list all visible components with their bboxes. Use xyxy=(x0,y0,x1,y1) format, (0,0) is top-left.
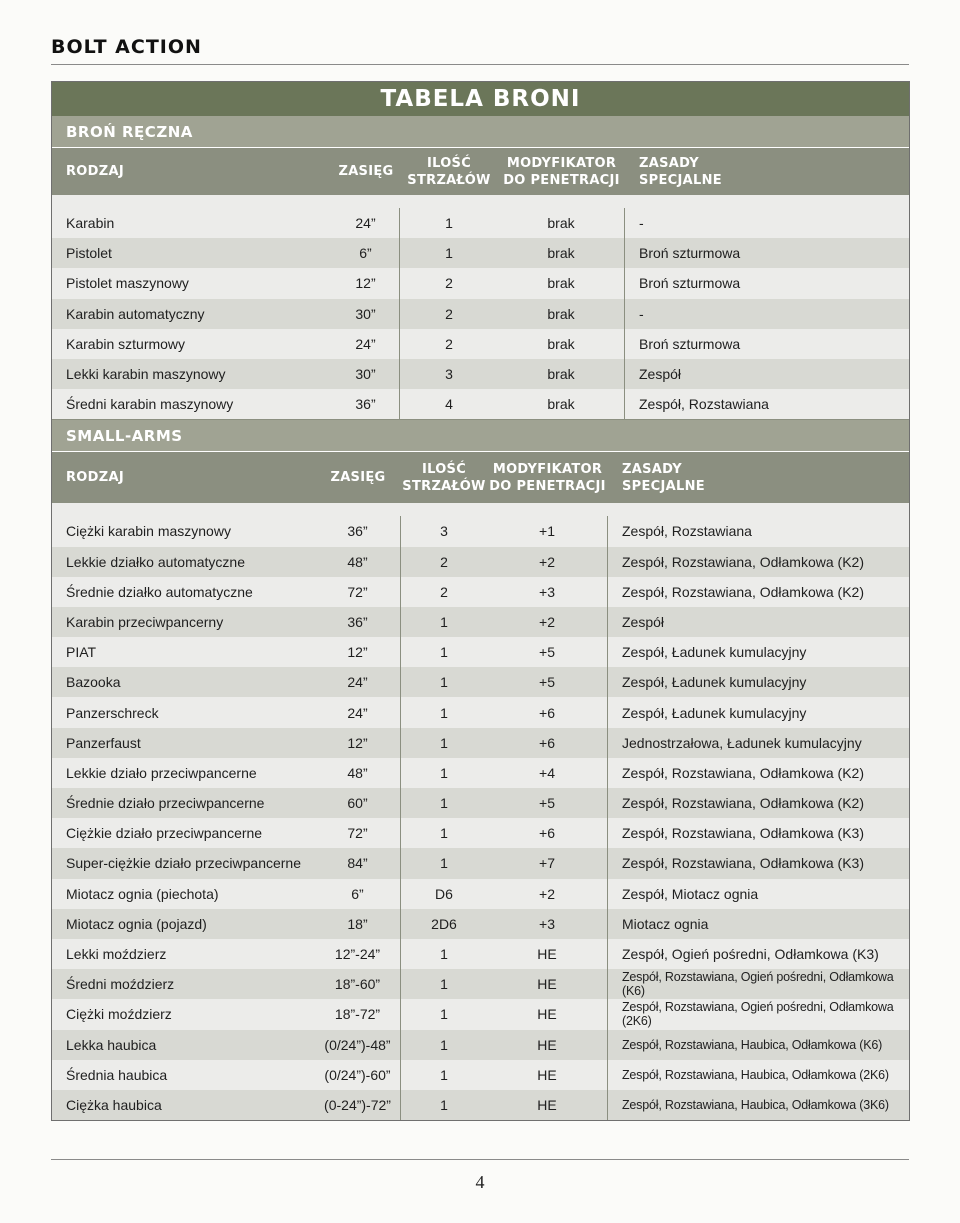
shots-cell: 2 xyxy=(445,275,453,292)
penetration-cell: +6 xyxy=(487,697,608,727)
special-rules-cell: Zespół, Rozstawiana, Odłamkowa (K3) xyxy=(622,825,864,842)
table-row xyxy=(52,299,909,329)
range-cell: (0/24”)-60” xyxy=(315,1060,401,1090)
penetration-cell: HE xyxy=(487,1090,608,1120)
penetration-cell: HE xyxy=(487,969,608,999)
table-row xyxy=(52,939,909,969)
special-rules-cell: Zespół, Ładunek kumulacyjny xyxy=(622,674,807,691)
penetration-cell: +4 xyxy=(487,758,608,788)
shots-cell: 1 xyxy=(445,245,453,262)
table-title: TABELA BRONI xyxy=(52,82,909,116)
shots-cell: 1 xyxy=(440,734,448,751)
shots-cell: 1 xyxy=(440,795,448,812)
table-row xyxy=(52,1060,909,1090)
penetration-cell: +1 xyxy=(487,516,608,546)
weapon-type-cell: Ciężkie działo przeciwpancerne xyxy=(66,825,263,842)
range-cell: 60” xyxy=(315,788,401,818)
range-cell: 72” xyxy=(315,818,401,848)
range-cell: 36” xyxy=(332,389,400,419)
shots-cell: 1 xyxy=(440,946,448,963)
weapon-type-cell: Panzerschreck xyxy=(66,704,159,721)
range-cell: 12”-24” xyxy=(315,939,401,969)
col-pen-header xyxy=(498,148,625,195)
brand-title: BOLT ACTION xyxy=(51,36,202,58)
range-cell: 12” xyxy=(315,728,401,758)
table-row xyxy=(52,667,909,697)
shots-cell: 2 xyxy=(440,553,448,570)
weapon-type-cell: Ciężka haubica xyxy=(66,1096,162,1113)
shots-cell: 1 xyxy=(440,1006,448,1023)
range-cell: 84” xyxy=(315,848,401,878)
table-row xyxy=(52,728,909,758)
range-cell: 12” xyxy=(315,637,401,667)
shots-cell: 3 xyxy=(445,366,453,383)
col-type-header: RODZAJ xyxy=(66,164,124,179)
special-rules-cell: Zespół, Miotacz ognia xyxy=(622,885,759,902)
table-row xyxy=(52,758,909,788)
penetration-cell: brak xyxy=(498,268,625,298)
weapon-type-cell: PIAT xyxy=(66,644,97,661)
table-row xyxy=(52,268,909,298)
shots-cell: 3 xyxy=(440,523,448,540)
table-row xyxy=(52,208,909,238)
special-rules-cell: Zespół, Rozstawiana, Odłamkowa (K2) xyxy=(622,764,864,781)
weapon-type-cell: Lekkie działo przeciwpancerne xyxy=(66,764,257,781)
penetration-cell: brak xyxy=(498,299,625,329)
col-range-header: ZASIĘG xyxy=(330,470,386,486)
range-cell: (0/24”)-48” xyxy=(315,1030,401,1060)
weapon-type-cell: Panzerfaust xyxy=(66,734,141,751)
range-cell: 6” xyxy=(315,879,401,909)
weapons-table xyxy=(51,81,910,1121)
table-row xyxy=(52,637,909,667)
range-cell: 24” xyxy=(315,697,401,727)
weapon-type-cell: Miotacz ognia (piechota) xyxy=(66,885,219,902)
shots-cell: 1 xyxy=(440,674,448,691)
range-cell: 24” xyxy=(315,667,401,697)
section1-title: BROŃ RĘCZNA xyxy=(52,116,909,147)
table-row xyxy=(52,607,909,637)
range-cell: 48” xyxy=(315,758,401,788)
special-rules-cell: Broń szturmowa xyxy=(639,335,741,352)
special-rules-cell: Zespół xyxy=(639,366,682,383)
special-rules-cell: Broń szturmowa xyxy=(639,245,741,262)
weapon-type-cell: Lekka haubica xyxy=(66,1036,157,1053)
penetration-cell: HE xyxy=(487,1060,608,1090)
special-rules-cell: Zespół, Rozstawiana, Odłamkowa (K2) xyxy=(622,795,864,812)
shots-cell: 2 xyxy=(445,305,453,322)
col-pen-header-line1: MODYFIKATOR xyxy=(492,461,603,477)
penetration-cell: +5 xyxy=(487,637,608,667)
shots-cell: 2 xyxy=(440,583,448,600)
col-rules-header xyxy=(625,148,909,195)
table-row xyxy=(52,547,909,577)
special-rules-cell: - xyxy=(639,215,644,232)
section2-title: SMALL-ARMS xyxy=(52,419,909,451)
table-row xyxy=(52,516,909,546)
bottom-divider xyxy=(51,1159,909,1160)
shots-cell: 1 xyxy=(440,1036,448,1053)
special-rules-cell: Zespół, Rozstawiana xyxy=(622,523,752,540)
penetration-cell: +6 xyxy=(487,818,608,848)
special-rules-cell: Zespół xyxy=(622,613,665,630)
col-rules-header-line1: ZASADY xyxy=(622,461,682,477)
weapon-type-cell: Średnia haubica xyxy=(66,1066,168,1083)
col-pen-header-line1: MODYFIKATOR xyxy=(506,155,617,171)
table-row xyxy=(52,359,909,389)
special-rules-cell: Jednostrzałowa, Ładunek kumulacyjny xyxy=(622,734,862,751)
col-rules-header-line2: SPECJALNE xyxy=(639,172,722,188)
shots-cell: 1 xyxy=(440,1066,448,1083)
shots-cell: 1 xyxy=(440,644,448,661)
special-rules-cell: - xyxy=(639,305,644,322)
shots-cell: 4 xyxy=(445,396,453,413)
section1-body xyxy=(52,208,909,419)
table-row xyxy=(52,909,909,939)
col-pen-header xyxy=(487,452,608,503)
col-rules-header-line1: ZASADY xyxy=(639,155,699,171)
penetration-cell: brak xyxy=(498,389,625,419)
special-rules-cell: Broń szturmowa xyxy=(639,275,741,292)
range-cell: 30” xyxy=(332,359,400,389)
section1-spacer xyxy=(52,195,909,208)
range-cell: 24” xyxy=(332,208,400,238)
shots-cell: 1 xyxy=(440,1096,448,1113)
table-row xyxy=(52,697,909,727)
range-cell: 36” xyxy=(315,516,401,546)
section2-spacer xyxy=(52,503,909,516)
weapon-type-cell: Ciężki karabin maszynowy xyxy=(66,523,231,540)
shots-cell: D6 xyxy=(435,885,453,902)
weapon-type-cell: Pistolet xyxy=(66,245,112,262)
penetration-cell: +5 xyxy=(487,788,608,818)
shots-cell: 1 xyxy=(440,825,448,842)
special-rules-cell: Zespół, Rozstawiana, Ogień pośredni, Odłamkowa (2K6) xyxy=(622,1000,894,1029)
penetration-cell: +6 xyxy=(487,728,608,758)
weapon-type-cell: Lekkie działko automatyczne xyxy=(66,553,245,570)
col-pen-header-line2: DO PENETRACJI xyxy=(489,478,606,494)
table-row xyxy=(52,1090,909,1120)
table-row xyxy=(52,329,909,359)
weapon-type-cell: Bazooka xyxy=(66,674,121,691)
penetration-cell: brak xyxy=(498,238,625,268)
table-row xyxy=(52,879,909,909)
special-rules-cell: Miotacz ognia xyxy=(622,915,709,932)
special-rules-cell: Zespół, Rozstawiana, Odłamkowa (K3) xyxy=(622,855,864,872)
shots-cell: 1 xyxy=(440,704,448,721)
shots-cell: 1 xyxy=(440,764,448,781)
shots-cell: 1 xyxy=(440,976,448,993)
weapon-type-cell: Średni moździerz xyxy=(66,976,175,993)
range-cell: 18”-60” xyxy=(315,969,401,999)
penetration-cell: +3 xyxy=(487,577,608,607)
col-pen-header-line2: DO PENETRACJI xyxy=(503,172,620,188)
weapon-type-cell: Średnie działo przeciwpancerne xyxy=(66,795,265,812)
section2-header xyxy=(52,451,909,503)
special-rules-cell: Zespół, Rozstawiana, Odłamkowa (K2) xyxy=(622,553,864,570)
table-row xyxy=(52,818,909,848)
penetration-cell: brak xyxy=(498,359,625,389)
range-cell: 72” xyxy=(315,577,401,607)
top-divider xyxy=(51,64,909,65)
range-cell: (0-24”)-72” xyxy=(315,1090,401,1120)
shots-cell: 1 xyxy=(440,613,448,630)
shots-cell: 1 xyxy=(445,215,453,232)
penetration-cell: +5 xyxy=(487,667,608,697)
penetration-cell: +7 xyxy=(487,848,608,878)
penetration-cell: HE xyxy=(487,999,608,1029)
col-shots-header-line2: STRZAŁÓW xyxy=(402,478,486,494)
weapon-type-cell: Lekki moździerz xyxy=(66,946,167,963)
penetration-cell: HE xyxy=(487,1030,608,1060)
special-rules-cell: Zespół, Ładunek kumulacyjny xyxy=(622,644,807,661)
section2-body xyxy=(52,516,909,1120)
range-cell: 12” xyxy=(332,268,400,298)
range-cell: 6” xyxy=(332,238,400,268)
weapon-type-cell: Karabin automatyczny xyxy=(66,305,205,322)
col-rules-header-line2: SPECJALNE xyxy=(622,478,705,494)
penetration-cell: brak xyxy=(498,208,625,238)
penetration-cell: HE xyxy=(487,939,608,969)
weapon-type-cell: Średni karabin maszynowy xyxy=(66,396,234,413)
weapon-type-cell: Karabin xyxy=(66,215,115,232)
range-cell: 36” xyxy=(315,607,401,637)
range-cell: 18” xyxy=(315,909,401,939)
table-row xyxy=(52,577,909,607)
table-row xyxy=(52,1030,909,1060)
table-row xyxy=(52,969,909,999)
col-shots-header xyxy=(401,452,487,503)
shots-cell: 2D6 xyxy=(431,915,457,932)
special-rules-cell: Zespół, Rozstawiana, Haubica, Odłamkowa (2K6) xyxy=(622,1067,889,1082)
col-shots-header-line1: ILOŚĆ xyxy=(426,155,472,171)
special-rules-cell: Zespół, Rozstawiana xyxy=(639,396,769,413)
penetration-cell: brak xyxy=(498,329,625,359)
penetration-cell: +2 xyxy=(487,879,608,909)
special-rules-cell: Zespół, Rozstawiana, Haubica, Odłamkowa (3K6) xyxy=(622,1097,889,1112)
special-rules-cell: Zespół, Ładunek kumulacyjny xyxy=(622,704,807,721)
penetration-cell: +2 xyxy=(487,607,608,637)
col-type-header: RODZAJ xyxy=(66,470,124,486)
shots-cell: 1 xyxy=(440,855,448,872)
weapon-type-cell: Miotacz ognia (pojazd) xyxy=(66,915,207,932)
weapon-type-cell: Super-ciężkie działo przeciwpancerne xyxy=(66,855,302,872)
special-rules-cell: Zespół, Rozstawiana, Odłamkowa (K2) xyxy=(622,583,864,600)
col-shots-header xyxy=(400,148,498,195)
weapon-type-cell: Karabin przeciwpancerny xyxy=(66,613,224,630)
special-rules-cell: Zespół, Rozstawiana, Ogień pośredni, Odłamkowa (K6) xyxy=(622,970,894,999)
col-shots-header-line1: ILOŚĆ xyxy=(421,461,467,477)
weapon-type-cell: Karabin szturmowy xyxy=(66,335,186,352)
range-cell: 24” xyxy=(332,329,400,359)
weapon-type-cell: Lekki karabin maszynowy xyxy=(66,366,226,383)
special-rules-cell: Zespół, Rozstawiana, Haubica, Odłamkowa (K6) xyxy=(622,1037,883,1052)
page-number: 4 xyxy=(475,1172,485,1192)
range-cell: 18”-72” xyxy=(315,999,401,1029)
table-row xyxy=(52,389,909,419)
penetration-cell: +3 xyxy=(487,909,608,939)
range-cell: 30” xyxy=(332,299,400,329)
penetration-cell: +2 xyxy=(487,547,608,577)
special-rules-cell: Zespół, Ogień pośredni, Odłamkowa (K3) xyxy=(622,946,879,963)
table-row xyxy=(52,238,909,268)
col-shots-header-line2: STRZAŁÓW xyxy=(407,172,491,188)
shots-cell: 2 xyxy=(445,335,453,352)
table-row xyxy=(52,788,909,818)
table-row xyxy=(52,848,909,878)
col-range-header: ZASIĘG xyxy=(338,164,394,179)
table-row xyxy=(52,999,909,1029)
range-cell: 48” xyxy=(315,547,401,577)
col-rules-header xyxy=(608,452,909,503)
weapon-type-cell: Pistolet maszynowy xyxy=(66,275,189,292)
weapon-type-cell: Średnie działko automatyczne xyxy=(66,583,253,600)
weapon-type-cell: Ciężki moździerz xyxy=(66,1006,172,1023)
section1-header xyxy=(52,147,909,195)
